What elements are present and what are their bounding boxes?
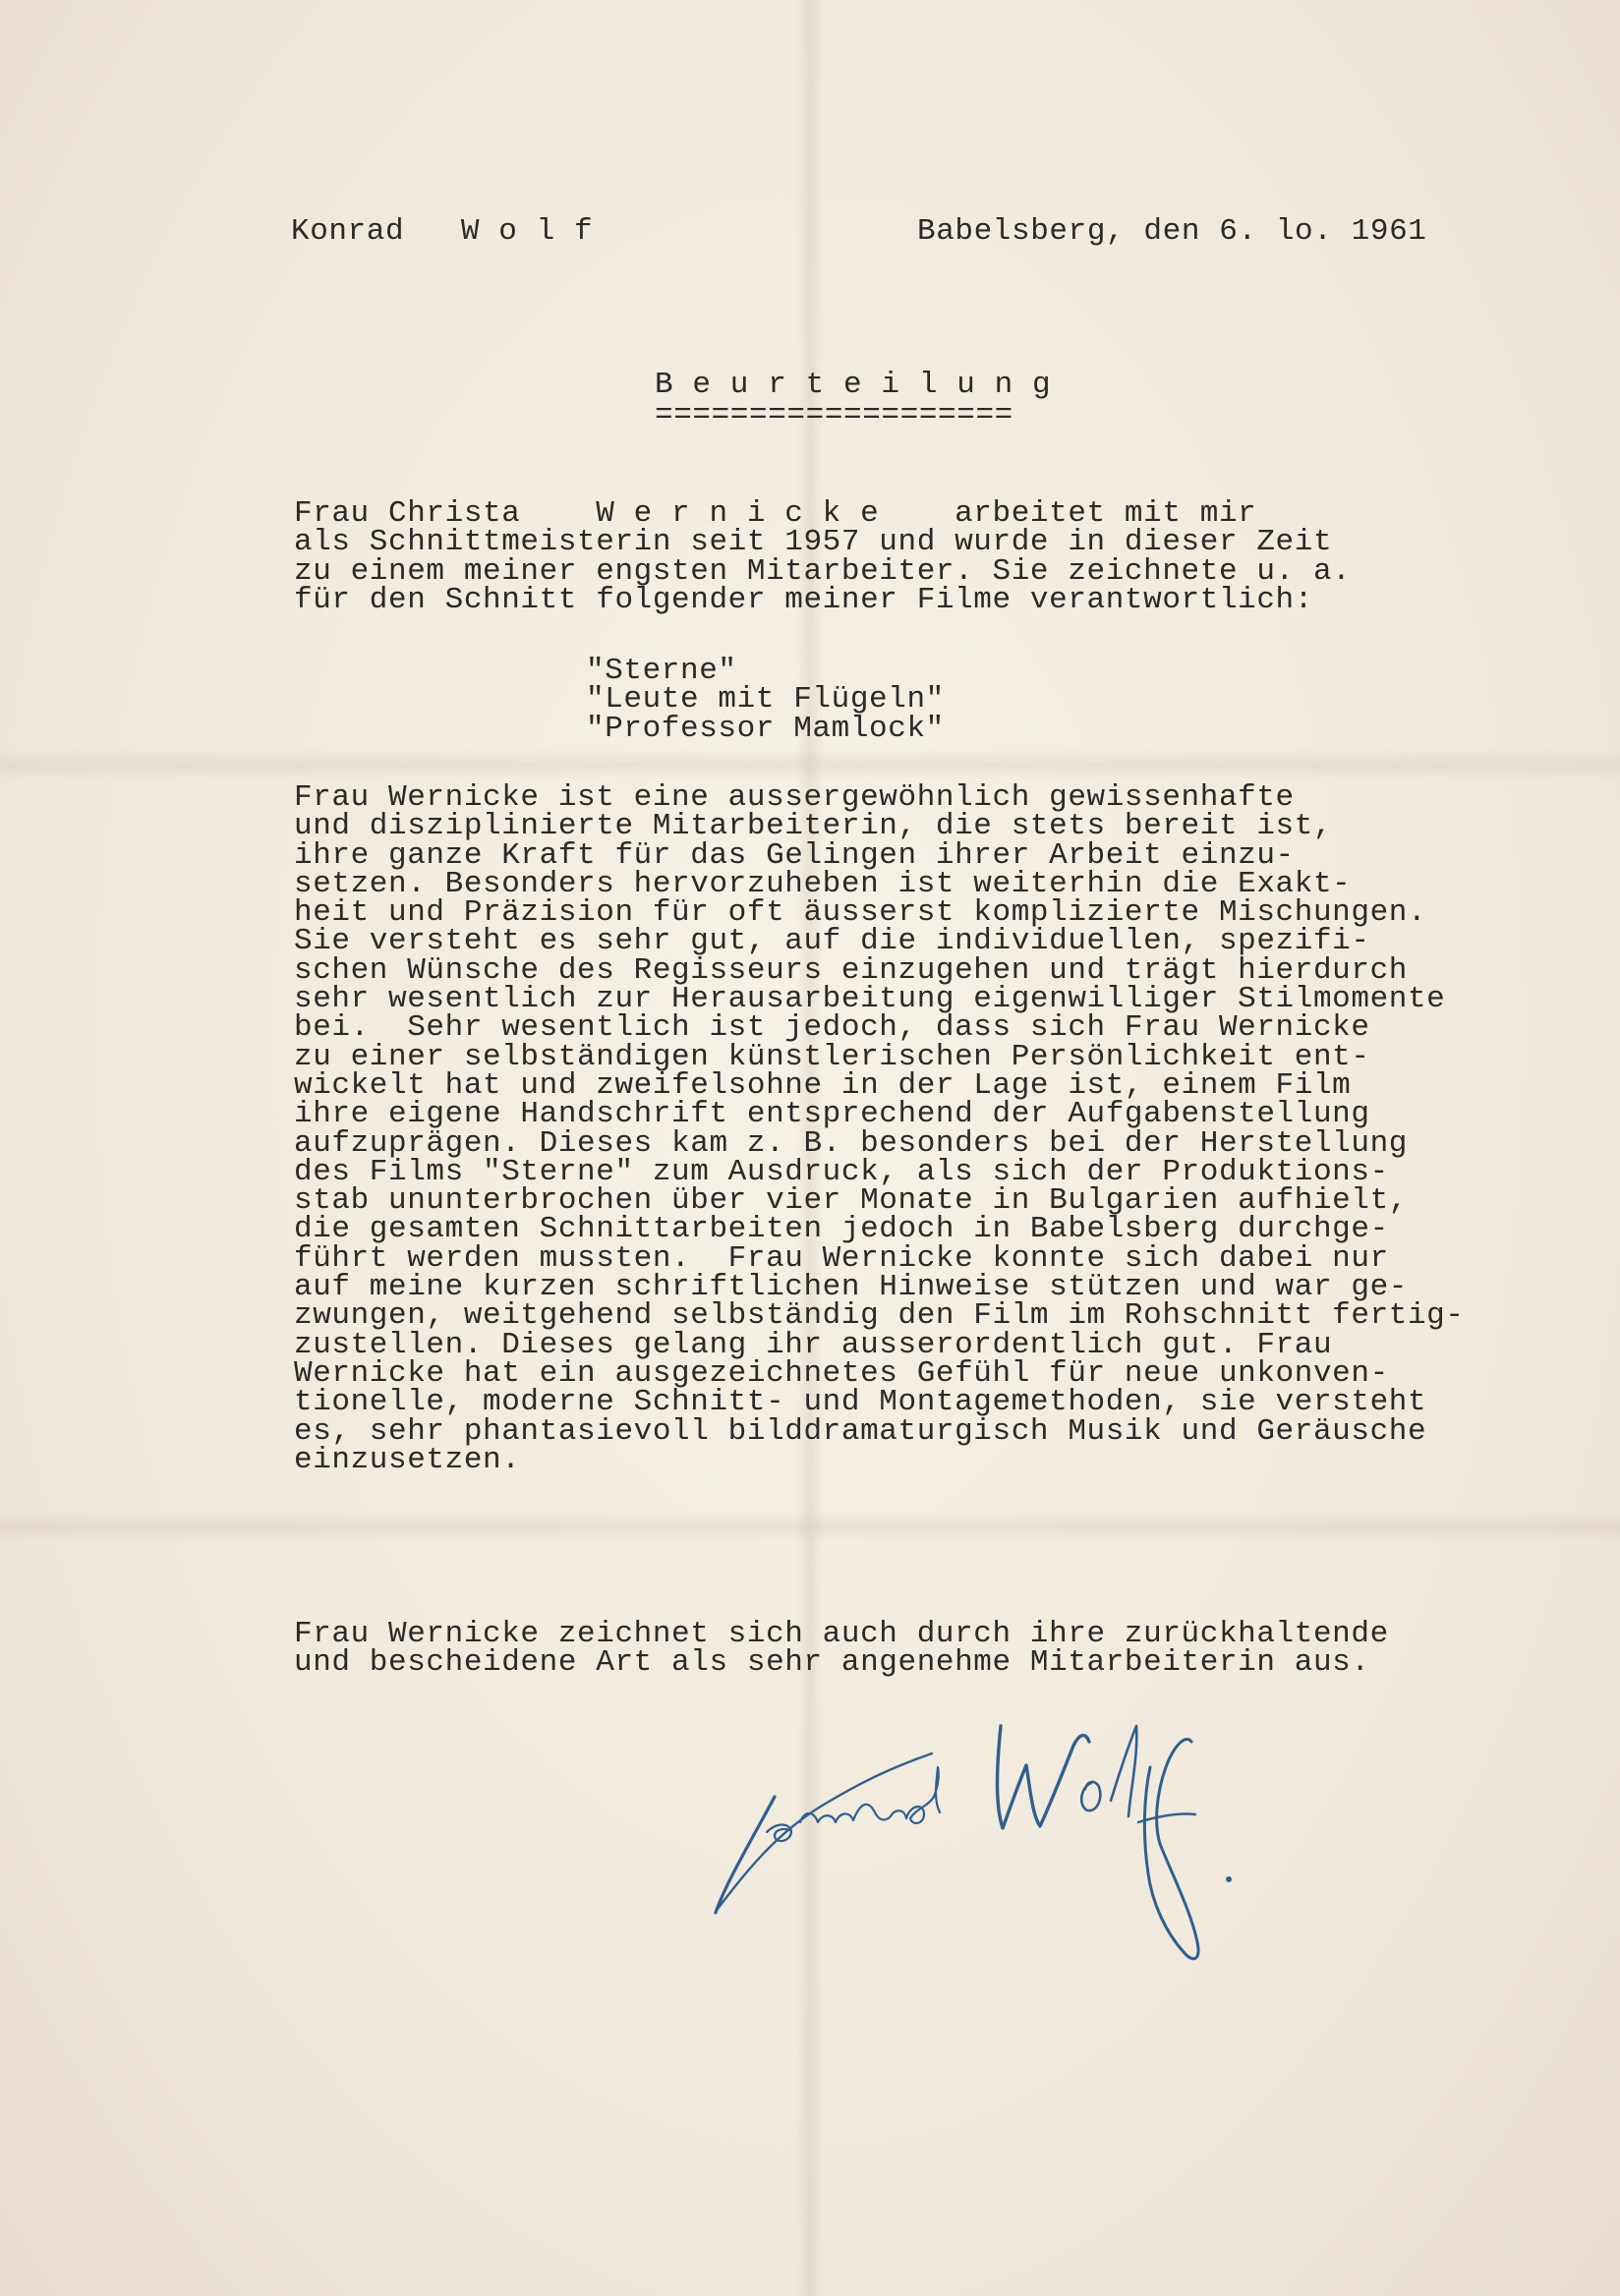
sender-name: Konrad W o l f [291,214,594,249]
place-and-date: Babelsberg, den 6. lo. 1961 [917,214,1427,249]
document-title: B e u r t e i l u n g [655,368,1052,402]
title-underline: =================== [655,398,1013,432]
paragraph-assessment: Frau Wernicke ist eine aussergewöhnlich gewissenhafte und disziplinierte Mitarbeiterin, die stets bereit ist, ihre ganze Kraft für das Gelingen ihrer Arbeit einzu- setzen. Besonders hervorzuheben ist weiterhin die Exakt- heit und Präzision für oft äusserst komplizierte Mischungen. Sie versteht es sehr gut, auf die individuellen, spezifi- schen Wünsche des Regisseurs einzugehen und trägt hierdurch sehr wesentlich zur Herausarbeitung eigenwilliger Stilmomente bei. Sehr wesentlich ist jedoch, dass sich Frau Wernicke zu einer selbständigen künstlerischen Persönlichkeit ent- wickelt hat und zweifelsohne in der Lage ist, einem Film ihre eigene Handschrift entsprechend der Aufgabenstellung aufzuprägen. Dieses kam z. B. besonders bei der Herstellung des Films "Sterne" zum Ausdruck, als sich der Produktions- stab ununterbrochen über vier Monate in Bulgarien aufhielt, die gesamten Schnittarbeiten jedoch in Babelsberg durchge- führt werden mussten. Frau Wernicke konnte sich dabei nur auf meine kurzen schriftlichen Hinweise stützen und war ge- zwungen, weitgehend selbständig den Film im Rohschnitt fertig- zustellen. Dieses gelang ihr ausserordentlich gut. Frau Wernicke hat ein ausgezeichnetes Gefühl für neue unkonven- tionelle, moderne Schnitt- und Montagemethoden, sie versteht es, sehr phantasievoll bilddramaturgisch Musik und Geräusche einzusetzen. [294,780,1465,1477]
paragraph-intro: Frau Christa W e r n i c k e arbeitet mit mir als Schnittmeisterin seit 1957 und wurde in dieser Zeit zu einem meiner engsten Mitarbeiter. Sie zeichnete u. a. für den Schnitt folgender meiner Filme verantwortlich: [294,496,1352,617]
film-list: "Sterne" "Leute mit Flügeln" "Professor Mamlock" [586,654,945,746]
handwritten-signature [706,1706,1315,1974]
paragraph-closing: Frau Wernicke zeichnet sich auch durch ihre zurückhaltende und bescheidene Art als sehr angenehme Mitarbeiterin aus. [294,1617,1389,1681]
